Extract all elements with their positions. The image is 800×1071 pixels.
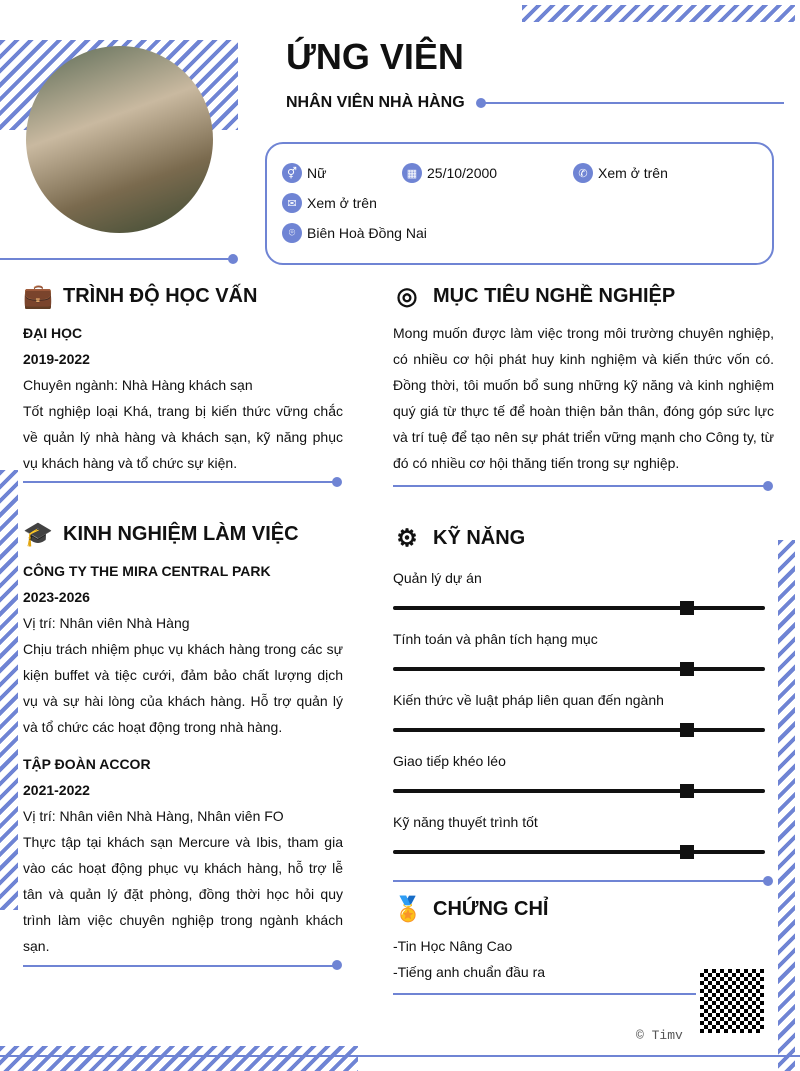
certs-heading xyxy=(393,895,548,924)
education-title: TRÌNH ĐỘ HỌC VẤN xyxy=(63,285,258,307)
divider-dot xyxy=(763,481,773,491)
email[interactable]: Xem ở trên xyxy=(307,195,377,211)
skill-level-marker xyxy=(680,601,694,615)
major: Chuyên ngành: Nhà Hàng khách sạn xyxy=(23,377,253,393)
skill-bar xyxy=(393,606,765,610)
divider xyxy=(393,880,768,882)
skill-name: Kỹ năng thuyết trình tốt xyxy=(393,814,538,830)
job-desc: Chịu trách nhiệm phục vụ khách hàng trong các sự kiện buffet và tiệc cưới, đảm bảo chất lượng dịch vụ và sự hài lòng của khách hàng. Hỗ trợ quản lý và tổ chức các hoạt động trong nhà hàng. xyxy=(23,641,343,735)
decor-stripe xyxy=(778,540,795,1071)
skill-name: Kiến thức về luật pháp liên quan đến ngành xyxy=(393,692,664,708)
divider xyxy=(393,993,703,995)
school: ĐẠI HỌC xyxy=(23,325,83,341)
objective-title: MỤC TIÊU NGHỀ NGHIỆP xyxy=(433,285,676,307)
award-icon: 🏅 xyxy=(393,896,423,923)
address: Biên Hoà Đồng Nai xyxy=(307,225,427,241)
decor-stripe xyxy=(0,1046,358,1071)
skill-bar xyxy=(393,667,765,671)
skill-level-marker xyxy=(680,784,694,798)
divider-dot xyxy=(228,254,238,264)
gender-icon: ⚥ xyxy=(282,163,302,183)
divider-dot xyxy=(332,960,342,970)
education-desc: Tốt nghiệp loại Khá, trang bị kiến thức vững chắc về quản lý nhà hàng và khách sạn, kỹ năng phục vụ khách hàng và tổ chức sự kiện. xyxy=(23,403,343,471)
objective-heading xyxy=(393,282,675,311)
divider xyxy=(23,481,338,483)
certs-title: CHỨNG CHỈ xyxy=(433,898,549,920)
divider xyxy=(0,258,232,260)
skill-bar xyxy=(393,850,765,854)
job-role: Vị trí: Nhân viên Nhà Hàng xyxy=(23,615,190,631)
gear-icon: ⚙ xyxy=(396,525,418,552)
divider xyxy=(393,485,768,487)
skill-bar xyxy=(393,789,765,793)
email-icon: ✉ xyxy=(282,193,302,213)
education-years: 2019-2022 xyxy=(23,351,90,367)
job-desc: Thực tập tại khách sạn Mercure và Ibis, tham gia vào các hoạt động phục vụ khách hàng, hỗ trợ lễ tân và quản lý đặt phòng, đồng thời học hỏi quy trình làm việc chuyên nghiệp trong ngành khách sạn. xyxy=(23,834,343,954)
company: TẬP ĐOÀN ACCOR xyxy=(23,756,151,772)
divider-dot xyxy=(332,477,342,487)
divider xyxy=(23,965,338,967)
target-icon: ◎ xyxy=(396,283,418,310)
decor-stripe xyxy=(0,470,18,910)
skill-name: Tính toán và phân tích hạng mục xyxy=(393,631,598,647)
skill-item xyxy=(393,692,765,708)
birthday: 25/10/2000 xyxy=(427,165,498,181)
skill-item xyxy=(393,631,765,647)
company: CÔNG TY THE MIRA CENTRAL PARK xyxy=(23,563,271,579)
education-block xyxy=(23,320,343,476)
skill-item xyxy=(393,753,765,769)
objective-text: Mong muốn được làm việc trong môi trường chuyên nghiệp, có nhiều cơ hội phát huy kinh nghiệm và kiến thức vốn có. Đồng thời, tôi muốn bổ sung những kỹ năng và kinh nghiệm quý giá từ thực tế để hoàn thiện bản thân, đóng góp sức lực và trí tuệ để tạo nên sự phát triển vững mạnh cho Công ty, từ đó có nhiều cơ hội thăng tiến trong sự nghiệp. xyxy=(393,325,774,471)
candidate-name: ỨNG VIÊN xyxy=(286,36,464,77)
briefcase-icon: 💼 xyxy=(23,283,53,310)
skill-item xyxy=(393,814,765,830)
skill-name: Quản lý dự án xyxy=(393,570,482,586)
job-item xyxy=(23,751,343,959)
skill-name: Giao tiếp khéo léo xyxy=(393,753,506,769)
skill-level-marker xyxy=(680,662,694,676)
avatar xyxy=(26,46,213,233)
divider-dot xyxy=(763,876,773,886)
skill-item xyxy=(393,570,765,586)
cert-item: -Tiếng anh chuẩn đầu ra xyxy=(393,964,546,980)
phone[interactable]: Xem ở trên xyxy=(598,165,668,181)
job-years: 2021-2022 xyxy=(23,782,90,798)
job-role: Vị trí: Nhân viên Nhà Hàng, Nhân viên FO xyxy=(23,808,284,824)
graduation-cap-icon: 🎓 xyxy=(23,521,53,548)
experience-title: KINH NGHIỆM LÀM VIỆC xyxy=(63,523,299,545)
skill-level-marker xyxy=(680,723,694,737)
skills-title: KỸ NĂNG xyxy=(433,527,526,549)
skill-level-marker xyxy=(680,845,694,859)
location-icon: ⌾ xyxy=(282,223,302,243)
phone-icon: ✆ xyxy=(573,163,593,183)
education-heading xyxy=(23,282,257,311)
skills-heading xyxy=(393,524,525,553)
decor-stripe xyxy=(522,5,795,22)
calendar-icon: ▦ xyxy=(402,163,422,183)
cert-item: -Tin Học Nâng Cao xyxy=(393,938,513,954)
job-position: NHÂN VIÊN NHÀ HÀNG xyxy=(286,94,465,111)
gender: Nữ xyxy=(307,165,327,181)
job-years: 2023-2026 xyxy=(23,589,90,605)
watermark: © Timv xyxy=(636,1028,683,1043)
contact-card xyxy=(265,142,774,265)
experience-heading xyxy=(23,520,299,549)
qr-code xyxy=(696,965,768,1037)
job-item xyxy=(23,558,343,740)
divider xyxy=(0,1055,800,1057)
certs-list xyxy=(393,933,545,985)
skill-bar xyxy=(393,728,765,732)
divider xyxy=(480,102,784,104)
